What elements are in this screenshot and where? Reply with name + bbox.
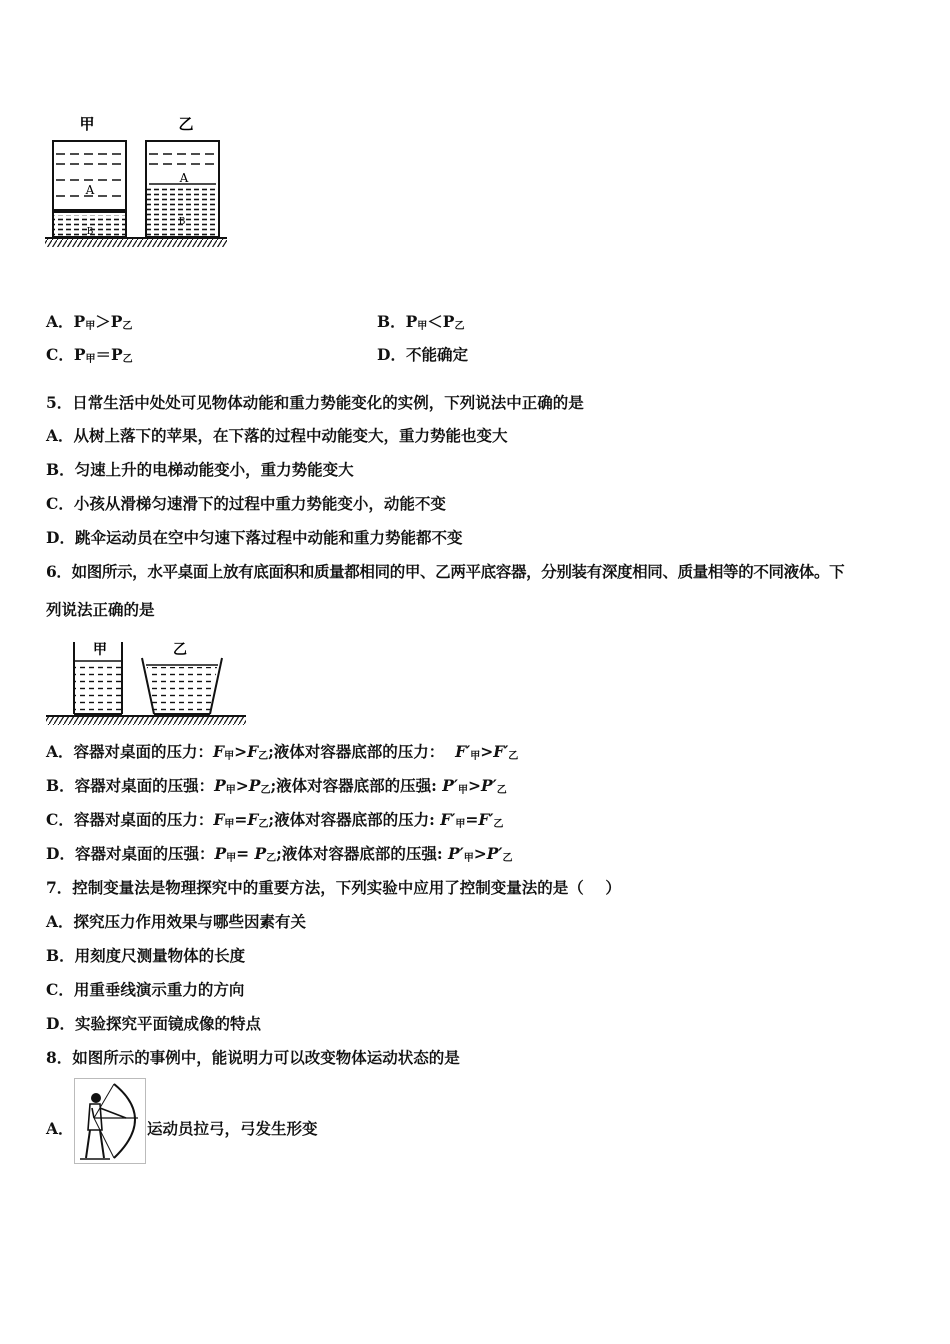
label-jia: 甲 <box>79 115 95 133</box>
q4-option-d[interactable]: D．不能确定 <box>377 345 468 364</box>
q7-option-d[interactable]: D．实验探究平面镜成像的特点 <box>46 1014 261 1033</box>
q7-stem: 7．控制变量法是物理探究中的重要方法，下列实验中应用了控制变量法的是（ ） <box>46 878 621 897</box>
archer-drawing-bow-image <box>74 1078 146 1164</box>
q7-option-b[interactable]: B．用刻度尺测量物体的长度 <box>46 946 246 965</box>
mark-b-yi: B <box>178 217 186 227</box>
q4-option-c[interactable]: C．$P_甲=P_乙$ <box>46 345 133 365</box>
q6-stem-line2: 列说法正确的是 <box>46 600 155 619</box>
q5-stem: 5．日常生活中处处可见物体动能和重力势能变化的实例，下列说法中正确的是 <box>46 393 584 412</box>
mark-a-jia: A <box>85 183 95 197</box>
mark-b-jia: B <box>86 227 94 237</box>
q7-option-c[interactable]: C．用重垂线演示重力的方向 <box>46 980 245 999</box>
q4-option-b[interactable]: B．$P_甲<P_乙$ <box>377 312 465 332</box>
q5-option-b[interactable]: B．匀速上升的电梯动能变小，重力势能变大 <box>46 460 354 479</box>
q6-option-a[interactable]: A．容器对桌面的压力：$F_甲>F_乙$;液体对容器底部的压力： $F'_甲>F'_乙$ <box>46 742 519 762</box>
q6-option-c[interactable]: C．容器对桌面的压力：$F_甲=F_乙$;液体对容器底部的压力: $F'_甲=F'_乙$ <box>46 810 504 830</box>
label-yi: 乙 <box>178 115 194 133</box>
q6-option-d[interactable]: D．容器对桌面的压强：$P_甲= P_乙$;液体对容器底部的压强: $P'_甲>P'_乙$ <box>46 844 513 864</box>
mark-a-yi: A <box>179 171 189 185</box>
q5-option-a[interactable]: A．从树上落下的苹果，在下落的过程中动能变大，重力势能也变大 <box>46 426 508 445</box>
q5-option-d[interactable]: D．跳伞运动员在空中匀速下落过程中动能和重力势能都不变 <box>46 528 463 547</box>
q6-stem-line1: 6．如图所示，水平桌面上放有底面积和质量都相同的甲、乙两平底容器，分别装有深度相同、质量相等的不同液体。下 <box>46 562 845 581</box>
two-containers-figure <box>42 112 232 252</box>
fig6-label-jia: 甲 <box>93 642 107 658</box>
q8-option-a-key[interactable]: A． <box>46 1119 74 1138</box>
fig6-label-yi: 乙 <box>173 642 187 658</box>
q8-stem: 8．如图所示的事例中，能说明力可以改变物体运动状态的是 <box>46 1048 460 1067</box>
q5-option-c[interactable]: C．小孩从滑梯匀速滑下的过程中重力势能变小，动能不变 <box>46 494 446 513</box>
q7-option-a[interactable]: A．探究压力作用效果与哪些因素有关 <box>46 912 307 931</box>
straight-and-tapered-containers-figure <box>44 636 249 732</box>
q6-option-b[interactable]: B．容器对桌面的压强：$P_甲>P_乙$;液体对容器底部的压强: $P'_甲>P'_乙$ <box>46 776 507 796</box>
q4-option-a[interactable]: A．$P_甲>P_乙$ <box>46 312 133 332</box>
q8-option-a-text[interactable]: 运动员拉弓，弓发生形变 <box>147 1119 318 1138</box>
